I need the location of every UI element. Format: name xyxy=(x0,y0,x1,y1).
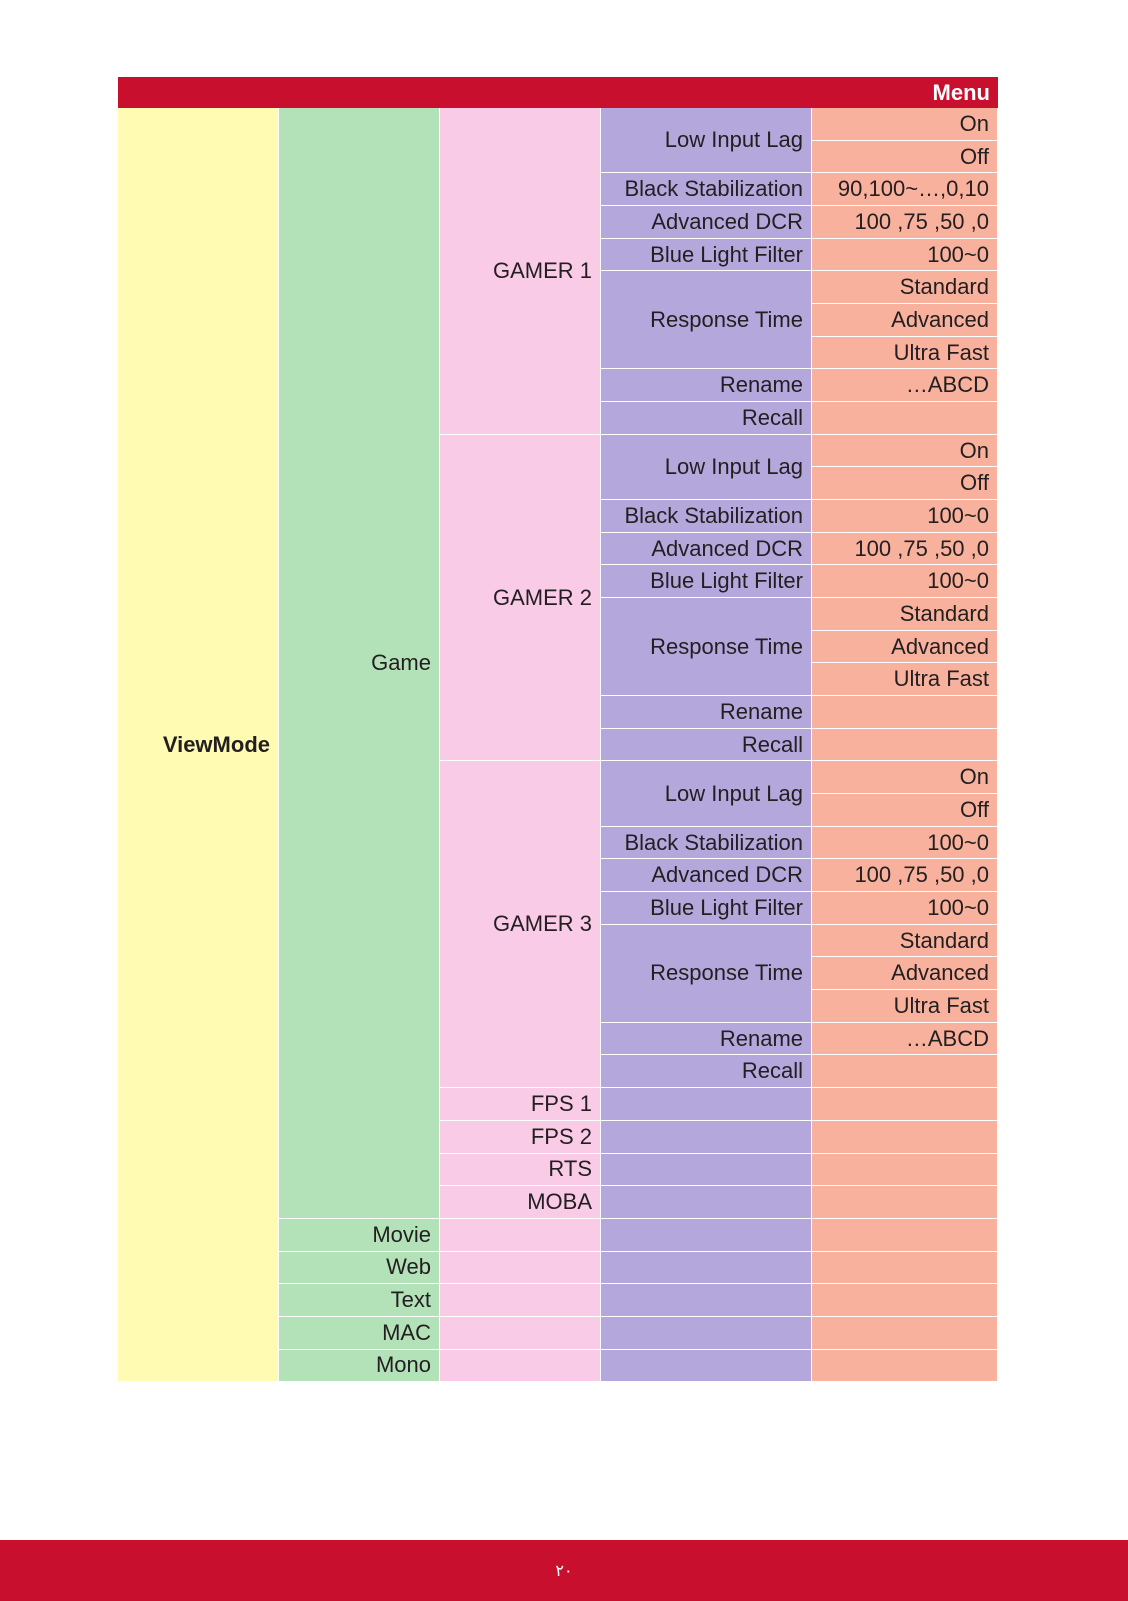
empty-cell xyxy=(601,1121,812,1154)
gamer3-advanced-dcr-value: 100 ,75 ,50 ,0 xyxy=(812,859,998,892)
empty-cell xyxy=(812,729,998,762)
empty-cell xyxy=(812,1186,998,1219)
gamer2-low-input-lag: Low Input Lag xyxy=(601,435,812,500)
gamer1-low-input-lag: Low Input Lag xyxy=(601,108,812,173)
gamer1-lil-off: Off xyxy=(812,141,998,174)
mode-text: Text xyxy=(279,1284,440,1317)
gamer1-cell: GAMER 1 xyxy=(440,108,601,435)
empty-cell xyxy=(601,1186,812,1219)
empty-cell xyxy=(812,1055,998,1088)
empty-cell xyxy=(601,1284,812,1317)
empty-cell xyxy=(601,1154,812,1187)
gamer2-rename-value xyxy=(812,696,998,729)
empty-cell xyxy=(812,1252,998,1285)
gamer1-rename-value: …ABCD xyxy=(812,369,998,402)
empty-cell xyxy=(440,1350,601,1383)
gamer1-blue-light-filter-value: 100~0 xyxy=(812,239,998,272)
gamer1-advanced-dcr-value: 100 ,75 ,50 ,0 xyxy=(812,206,998,239)
page-number: ٢٠ xyxy=(555,1562,573,1580)
gamer3-blue-light-filter-value: 100~0 xyxy=(812,892,998,925)
gamer2-rename: Rename xyxy=(601,696,812,729)
mode-mono: Mono xyxy=(279,1350,440,1383)
gamer1-response-time: Response Time xyxy=(601,271,812,369)
empty-cell xyxy=(812,402,998,435)
empty-cell xyxy=(812,1154,998,1187)
gamer3-lil-on: On xyxy=(812,761,998,794)
gamer2-black-stabilization: Black Stabilization xyxy=(601,500,812,533)
gamer3-low-input-lag: Low Input Lag xyxy=(601,761,812,826)
game-mode-fps2: FPS 2 xyxy=(440,1121,601,1154)
gamer2-lil-on: On xyxy=(812,435,998,468)
mode-web: Web xyxy=(279,1252,440,1285)
gamer3-rename: Rename xyxy=(601,1023,812,1056)
page-footer xyxy=(0,1540,1128,1601)
gamer3-rename-value: …ABCD xyxy=(812,1023,998,1056)
mode-movie: Movie xyxy=(279,1219,440,1252)
game-mode-fps1: FPS 1 xyxy=(440,1088,601,1121)
gamer2-blue-light-filter-value: 100~0 xyxy=(812,565,998,598)
gamer3-rt-ultra-fast: Ultra Fast xyxy=(812,990,998,1023)
empty-cell xyxy=(812,1219,998,1252)
gamer3-advanced-dcr: Advanced DCR xyxy=(601,859,812,892)
gamer1-rt-ultra-fast: Ultra Fast xyxy=(812,337,998,370)
gamer2-advanced-dcr-value: 100 ,75 ,50 ,0 xyxy=(812,533,998,566)
gamer1-black-stabilization: Black Stabilization xyxy=(601,173,812,206)
gamer1-advanced-dcr: Advanced DCR xyxy=(601,206,812,239)
gamer1-recall: Recall xyxy=(601,402,812,435)
empty-cell xyxy=(601,1219,812,1252)
game-mode-cell: Game xyxy=(279,108,440,1219)
gamer1-lil-on: On xyxy=(812,108,998,141)
gamer3-lil-off: Off xyxy=(812,794,998,827)
gamer3-rt-standard: Standard xyxy=(812,925,998,958)
empty-cell xyxy=(440,1252,601,1285)
gamer2-lil-off: Off xyxy=(812,467,998,500)
gamer2-recall: Recall xyxy=(601,729,812,762)
empty-cell xyxy=(812,1284,998,1317)
gamer3-response-time: Response Time xyxy=(601,925,812,1023)
gamer2-black-stabilization-value: 100~0 xyxy=(812,500,998,533)
gamer2-response-time: Response Time xyxy=(601,598,812,696)
empty-cell xyxy=(440,1284,601,1317)
gamer2-blue-light-filter: Blue Light Filter xyxy=(601,565,812,598)
gamer1-blue-light-filter: Blue Light Filter xyxy=(601,239,812,272)
menu-header xyxy=(118,77,998,108)
gamer2-advanced-dcr: Advanced DCR xyxy=(601,533,812,566)
gamer2-rt-standard: Standard xyxy=(812,598,998,631)
menu-tree-table xyxy=(118,108,998,1382)
gamer3-black-stabilization: Black Stabilization xyxy=(601,827,812,860)
mode-mac: MAC xyxy=(279,1317,440,1350)
gamer2-rt-ultra-fast: Ultra Fast xyxy=(812,663,998,696)
gamer3-rt-advanced: Advanced xyxy=(812,957,998,990)
gamer3-black-stabilization-value: 100~0 xyxy=(812,827,998,860)
empty-cell xyxy=(812,1350,998,1383)
gamer1-rt-standard: Standard xyxy=(812,271,998,304)
empty-cell xyxy=(601,1088,812,1121)
empty-cell xyxy=(601,1317,812,1350)
gamer2-rt-advanced: Advanced xyxy=(812,631,998,664)
empty-cell xyxy=(812,1317,998,1350)
empty-cell xyxy=(812,1121,998,1154)
empty-cell xyxy=(601,1350,812,1383)
empty-cell xyxy=(601,1252,812,1285)
game-mode-rts: RTS xyxy=(440,1154,601,1187)
gamer3-blue-light-filter: Blue Light Filter xyxy=(601,892,812,925)
game-mode-moba: MOBA xyxy=(440,1186,601,1219)
gamer3-recall: Recall xyxy=(601,1055,812,1088)
empty-cell xyxy=(440,1219,601,1252)
gamer3-cell: GAMER 3 xyxy=(440,761,601,1088)
gamer1-rt-advanced: Advanced xyxy=(812,304,998,337)
viewmode-cell: ViewMode xyxy=(118,108,279,1382)
gamer1-black-stabilization-value: 90,100~…,0,10 xyxy=(812,173,998,206)
empty-cell xyxy=(440,1317,601,1350)
gamer2-cell: GAMER 2 xyxy=(440,435,601,762)
menu-title: Menu xyxy=(932,79,990,105)
gamer1-rename: Rename xyxy=(601,369,812,402)
empty-cell xyxy=(812,1088,998,1121)
